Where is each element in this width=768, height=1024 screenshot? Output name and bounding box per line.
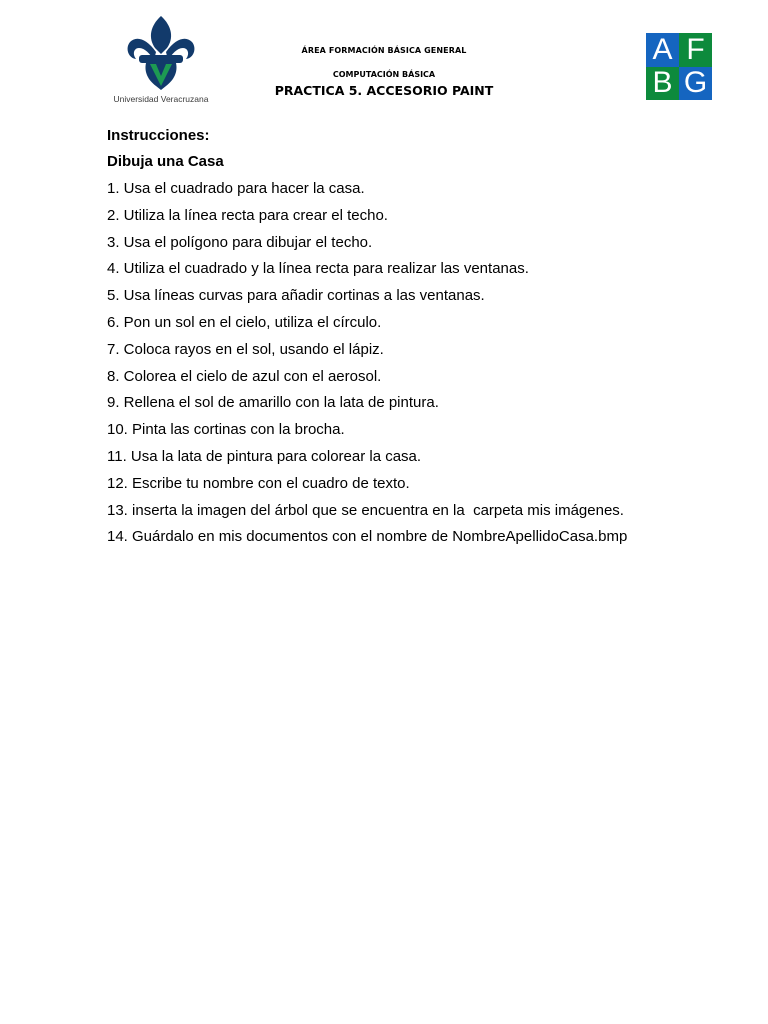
step-item: 6. Pon un sol en el cielo, utiliza el círculo. — [107, 313, 382, 331]
instructions-heading: Instrucciones: — [107, 127, 210, 144]
step-item: 3. Usa el polígono para dibujar el techo. — [107, 233, 373, 251]
instructions-section — [107, 126, 747, 553]
university-logo — [106, 14, 216, 108]
university-name: Universidad Veracruzana — [113, 94, 209, 104]
step-item: 8. Colorea el cielo de azul con el aerosol. — [107, 367, 382, 385]
step-item: 5. Usa líneas curvas para añadir cortinas a las ventanas. — [107, 287, 485, 305]
step-item: 1. Usa el cuadrado para hacer la casa. — [107, 180, 365, 197]
area-title: ÁREA FORMACIÓN BÁSICA GENERAL — [301, 46, 467, 55]
course-title: COMPUTACIÓN BÁSICA — [332, 70, 436, 79]
practice-title: PRACTICA 5. ACCESORIO PAINT — [274, 83, 494, 98]
step-item: 7. Coloca rayos en el sol, usando el lápiz. — [107, 340, 384, 358]
step-item: 11. Usa la lata de pintura para colorear la casa. — [107, 447, 422, 465]
step-item: 14. Guárdalo en mis documentos con el nombre de NombreApellidoCasa.bmp — [107, 528, 628, 546]
afbg-letter-f: F — [679, 33, 712, 67]
step-item: 12. Escribe tu nombre con el cuadro de texto. — [107, 474, 410, 492]
afbg-letter-b: B — [646, 67, 679, 101]
fleur-de-lis-icon — [106, 14, 216, 92]
step-item: 9. Rellena el sol de amarillo con la lata de pintura. — [107, 394, 439, 412]
task-heading: Dibuja una Casa — [107, 153, 224, 170]
steps-list — [107, 178, 747, 553]
step-item: 4. Utiliza el cuadrado y la línea recta para realizar las ventanas. — [107, 260, 529, 278]
header-titles — [234, 44, 534, 99]
afbg-logo — [646, 33, 712, 100]
step-item: 13. inserta la imagen del árbol que se encuentra en la carpeta mis imágenes. — [107, 501, 624, 519]
afbg-letter-a: A — [646, 33, 679, 67]
step-item: 2. Utiliza la línea recta para crear el techo. — [107, 206, 388, 224]
afbg-letter-g: G — [679, 67, 712, 101]
step-item: 10. Pinta las cortinas con la brocha. — [107, 421, 345, 439]
